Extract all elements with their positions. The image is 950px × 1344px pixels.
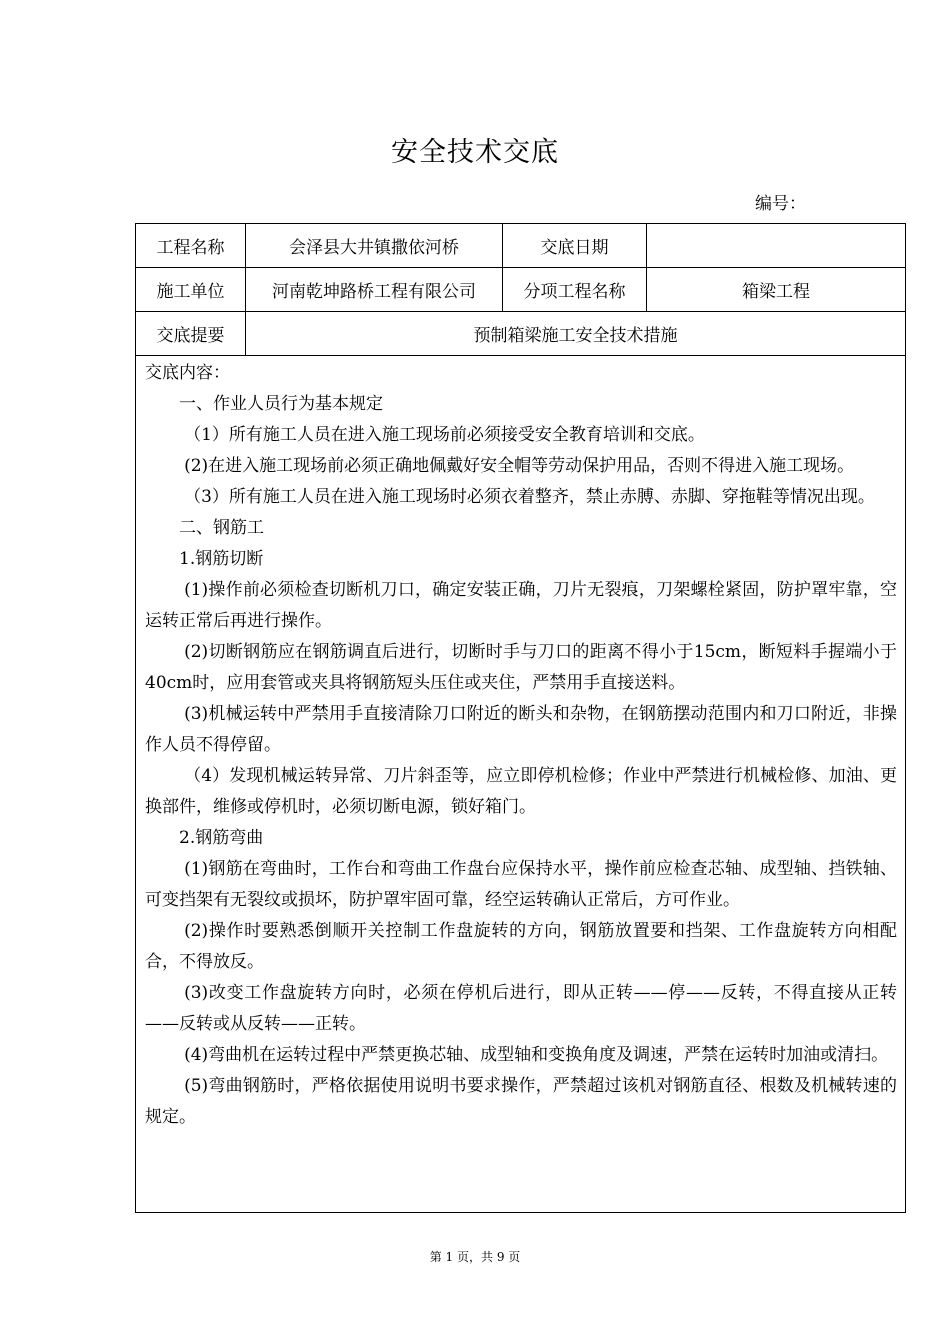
project-name-label: 工程名称 (136, 224, 246, 268)
content-label: 交底内容： (145, 363, 230, 383)
page-footer: 第 1 页，共 9 页 (429, 1250, 521, 1264)
table-row (136, 224, 906, 268)
disclosure-date-label: 交底日期 (503, 224, 647, 268)
content-paragraph: (2)操作时要熟悉倒顺开关控制工作盘旋转的方向，钢筋放置要和挡架、工作盘旋转方向相配合，不得放反。 (145, 921, 897, 972)
disclosure-content-cell (136, 356, 906, 1213)
disclosure-form-table (135, 223, 906, 1213)
table-row (136, 312, 906, 356)
content-paragraph: (1)操作前必须检查切断机刀口，确定安装正确，刀片无裂痕，刀架螺栓紧固，防护罩牢靠，空运转正常后再进行操作。 (145, 580, 897, 631)
content-paragraph: (4)弯曲机在运转过程中严禁更换芯轴、成型轴和变换角度及调速，严禁在运转时加油或清扫。 (184, 1045, 889, 1065)
content-paragraph: (1)钢筋在弯曲时，工作台和弯曲工作盘台应保持水平，操作前应检查芯轴、成型轴、挡铁轴、可变挡架有无裂纹或损坏，防护罩牢固可靠，经空运转确认正常后，方可作业。 (145, 859, 897, 910)
construction-unit-label: 施工单位 (136, 268, 246, 312)
content-paragraph: (5)弯曲钢筋时，严格依据使用说明书要求操作，严禁超过该机对钢筋直径、根数及机械转速的规定。 (145, 1076, 897, 1127)
project-name-value: 会泽县大井镇撒依河桥 (246, 224, 503, 268)
disclosure-date-value (647, 224, 906, 268)
sub-project-label: 分项工程名称 (503, 268, 647, 312)
section-heading: 一、作业人员行为基本规定 (179, 394, 383, 414)
content-paragraph: (3)改变工作盘旋转方向时，必须在停机后进行，即从正转——停——反转，不得直接从正转——反转或从反转——正转。 (145, 983, 897, 1034)
sub-project-value: 箱梁工程 (647, 268, 906, 312)
content-paragraph: （1）所有施工人员在进入施工现场前必须接受安全教育培训和交底。 (184, 425, 705, 445)
content-paragraph: (3)机械运转中严禁用手直接清除刀口附近的断头和杂物，在钢筋摆动范围内和刀口附近，非操作人员不得停留。 (145, 704, 897, 755)
table-row (136, 356, 906, 1213)
content-paragraph: (2)在进入施工现场前必须正确地佩戴好安全帽等劳动保护用品，否则不得进入施工现场。 (184, 456, 855, 476)
construction-unit-value: 河南乾坤路桥工程有限公司 (246, 268, 503, 312)
document-number-label: 编号： (755, 194, 806, 214)
content-paragraph: （4）发现机械运转异常、刀片斜歪等，应立即停机检修；作业中严禁进行机械检修、加油、更换部件，维修或停机时，必须切断电源，锁好箱门。 (145, 766, 897, 817)
content-paragraph: （3）所有施工人员在进入施工现场时必须衣着整齐，禁止赤膊、赤脚、穿拖鞋等情况出现。 (184, 487, 875, 507)
content-paragraph: (2)切断钢筋应在钢筋调直后进行，切断时手与刀口的距离不得小于15cm，断短料手握端小于40cm时，应用套管或夹具将钢筋短头压住或夹住，严禁用手直接送料。 (145, 642, 897, 693)
subsection-heading: 2.钢筋弯曲 (179, 828, 264, 848)
summary-label: 交底提要 (136, 312, 246, 356)
document-title: 安全技术交底 (391, 137, 559, 168)
section-heading: 二、钢筋工 (179, 518, 264, 538)
summary-value: 预制箱梁施工安全技术措施 (246, 312, 906, 356)
table-row (136, 268, 906, 312)
subsection-heading: 1.钢筋切断 (179, 549, 264, 569)
